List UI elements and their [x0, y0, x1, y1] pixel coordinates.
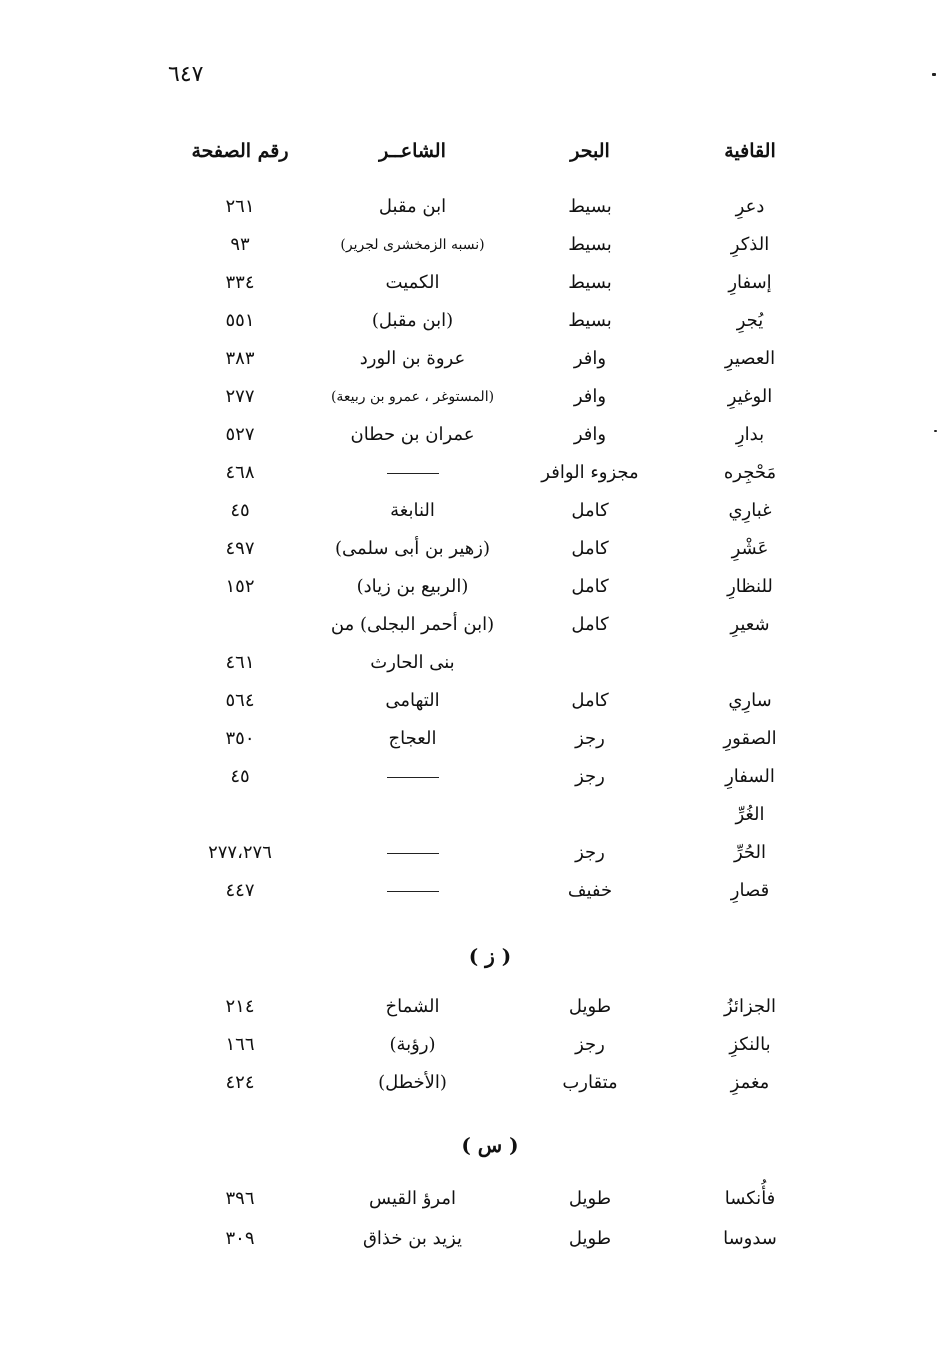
table-row — [0, 270, 939, 300]
bahr-cell: طويل — [568, 996, 612, 1017]
unknown-poet-dash — [387, 891, 439, 892]
table-row — [0, 232, 939, 262]
poet-cell: ابن مقبل — [378, 196, 447, 217]
page-number-cell: ١٦٦ — [225, 1034, 255, 1055]
qafiya-cell: بدارِ — [735, 424, 765, 445]
page-number-cell: ٢١٤ — [225, 996, 255, 1017]
qafiya-cell: مغمزِ — [730, 1072, 770, 1093]
table-row — [0, 612, 939, 642]
page-number-cell: ٣٣٤ — [225, 272, 255, 293]
poet-cell: (ابن مقبل) — [371, 310, 454, 331]
page-number-cell: ١٥٢ — [225, 576, 255, 597]
qafiya-cell: دعرِ — [735, 196, 765, 217]
qafiya-cell: بالنكزِ — [729, 1034, 771, 1055]
page-number-cell: ٢٦١ — [225, 196, 255, 217]
bahr-cell: رجز — [575, 842, 605, 863]
page-number-cell: ٥٢٧ — [225, 424, 255, 445]
bahr-cell: رجز — [575, 1034, 605, 1055]
qafiya-cell: شعيرِ — [730, 614, 770, 635]
unknown-poet-dash — [387, 853, 439, 854]
qafiya-cell: العصيرِ — [724, 348, 776, 369]
bahr-cell: طويل — [568, 1188, 612, 1209]
bahr-cell: وافر — [573, 386, 607, 407]
unknown-poet-dash — [387, 777, 439, 778]
bahr-cell: بسيط — [568, 234, 612, 255]
bahr-cell: وافر — [573, 348, 607, 369]
table-row — [0, 1032, 939, 1062]
qafiya-cell: الذكرِ — [730, 234, 770, 255]
qafiya-cell: سدوسا — [723, 1228, 777, 1249]
qafiya-cell: الجزائزُ — [724, 996, 776, 1017]
poet-cell — [310, 840, 515, 866]
table-row — [0, 802, 939, 832]
qafiya-cell: قصارِ — [730, 880, 770, 901]
table-row — [0, 840, 939, 870]
table-row — [0, 346, 939, 376]
poet-cell: (الربيع بن زياد) — [356, 576, 469, 597]
unknown-poet-dash — [387, 473, 439, 474]
table-row — [0, 308, 939, 338]
page-number-cell: ٥٥١ — [225, 310, 255, 331]
page-number-cell: ٢٧٧ — [225, 386, 255, 407]
bahr-cell: رجز — [575, 766, 605, 787]
table-row — [0, 194, 939, 224]
qafiya-cell: الصقورِ — [723, 728, 777, 749]
page-number-cell: ٤٤٧ — [225, 880, 255, 901]
poet-cell: امرؤ القيس — [369, 1188, 456, 1209]
bahr-cell: كامل — [571, 538, 609, 559]
page-number-cell: ٩٣ — [230, 234, 250, 255]
poet-cell — [310, 878, 515, 904]
bahr-cell: كامل — [571, 500, 609, 521]
qafiya-cell: غبارِي — [728, 500, 772, 521]
poet-cell — [310, 764, 515, 790]
poet-cell: يزيد بن خذاق — [362, 1228, 463, 1249]
header-page-number: رقم الصفحة — [191, 140, 289, 162]
bahr-cell: وافر — [573, 424, 607, 445]
page-number: ٦٤٧ — [168, 62, 204, 87]
page-number-cell: ٣٥٠ — [225, 728, 255, 749]
table-row — [0, 1226, 939, 1256]
poet-cell: العجاج — [388, 728, 437, 749]
page-number-cell: ٣٨٣ — [225, 348, 255, 369]
bahr-cell: مجزوء الوافر — [541, 462, 639, 483]
poet-cell: بنى الحارث — [370, 652, 455, 673]
poet-cell — [310, 460, 515, 486]
page-number-cell: ٢٧٧،٢٧٦ — [208, 842, 272, 863]
bahr-cell: بسيط — [568, 272, 612, 293]
section-heading-z: ( ز ) — [468, 944, 512, 968]
table-row — [0, 650, 939, 680]
table-row — [0, 422, 939, 452]
table-row — [0, 536, 939, 566]
poet-cell: (نسبه الزمخشرى لجرير) — [340, 237, 485, 253]
qafiya-cell: مَحْجِره — [723, 462, 777, 483]
poet-cell: النابغة — [390, 500, 435, 521]
table-row — [0, 574, 939, 604]
poet-cell: التهامى — [385, 690, 440, 711]
table-row — [0, 688, 939, 718]
qafiya-cell: الوغيرِ — [727, 386, 773, 407]
qafiya-cell: يُجرِ — [736, 310, 764, 331]
table-row — [0, 1186, 939, 1216]
table-row — [0, 878, 939, 908]
qafiya-cell: سارِي — [728, 690, 772, 711]
table-row — [0, 764, 939, 794]
page-number-cell: ٣٠٩ — [225, 1228, 255, 1249]
poet-cell: الكميت — [385, 272, 440, 293]
table-header — [0, 138, 939, 168]
qafiya-cell: عَشْرِ — [731, 538, 769, 559]
bahr-cell: بسيط — [568, 196, 612, 217]
qafiya-cell: فأُنكسا — [724, 1188, 776, 1209]
poet-cell: عروة بن الورد — [359, 348, 466, 369]
bahr-cell: بسيط — [568, 310, 612, 331]
margin-speck — [932, 73, 936, 76]
table-row — [0, 498, 939, 528]
page-number-cell: ٤٥ — [230, 766, 250, 787]
table-row — [0, 460, 939, 490]
poet-cell: (الأخطل) — [378, 1072, 447, 1093]
table-row — [0, 1070, 939, 1100]
page-number-cell: ٤٥ — [230, 500, 250, 521]
section-heading-s: ( س ) — [461, 1133, 519, 1157]
bahr-cell: كامل — [571, 576, 609, 597]
page-number-cell: ٣٩٦ — [225, 1188, 255, 1209]
page-number-cell: ٤٢٤ — [225, 1072, 255, 1093]
bahr-cell: كامل — [571, 690, 609, 711]
page-number-cell: ٤٦٨ — [225, 462, 255, 483]
poet-cell: (ابن أحمر البجلى) من — [330, 614, 495, 635]
table-row — [0, 994, 939, 1024]
header-qafiya: القافية — [724, 140, 776, 162]
bahr-cell: كامل — [571, 614, 609, 635]
bahr-cell: طويل — [568, 1228, 612, 1249]
qafiya-cell: للنظارِ — [727, 576, 773, 597]
header-bahr: البحر — [570, 140, 610, 162]
page-number-cell: ٥٦٤ — [225, 690, 255, 711]
table-row — [0, 726, 939, 756]
poet-cell: (زهير بن أبى سلمى) — [335, 538, 490, 559]
poet-cell: الشماخ — [385, 996, 440, 1017]
qafiya-cell: الحُرِّ — [733, 842, 767, 863]
bahr-cell: خفيف — [567, 880, 613, 901]
bahr-cell: رجز — [575, 728, 605, 749]
poet-cell: (رؤبة) — [389, 1034, 436, 1055]
qafiya-cell: إسفارِ — [728, 272, 772, 293]
poet-cell: (المستوغر ، عمرو بن ربيعة) — [330, 389, 495, 405]
bahr-cell: متقارب — [562, 1072, 618, 1093]
page-number-cell: ٤٩٧ — [225, 538, 255, 559]
page-number-cell: ٤٦١ — [225, 652, 255, 673]
qafiya-cell: الغُرِّ — [735, 804, 765, 825]
poet-cell: عمران بن حطان — [350, 424, 475, 445]
qafiya-cell: السفارِ — [725, 766, 775, 787]
table-row — [0, 384, 939, 414]
header-poet: الشاعــر — [379, 140, 446, 162]
